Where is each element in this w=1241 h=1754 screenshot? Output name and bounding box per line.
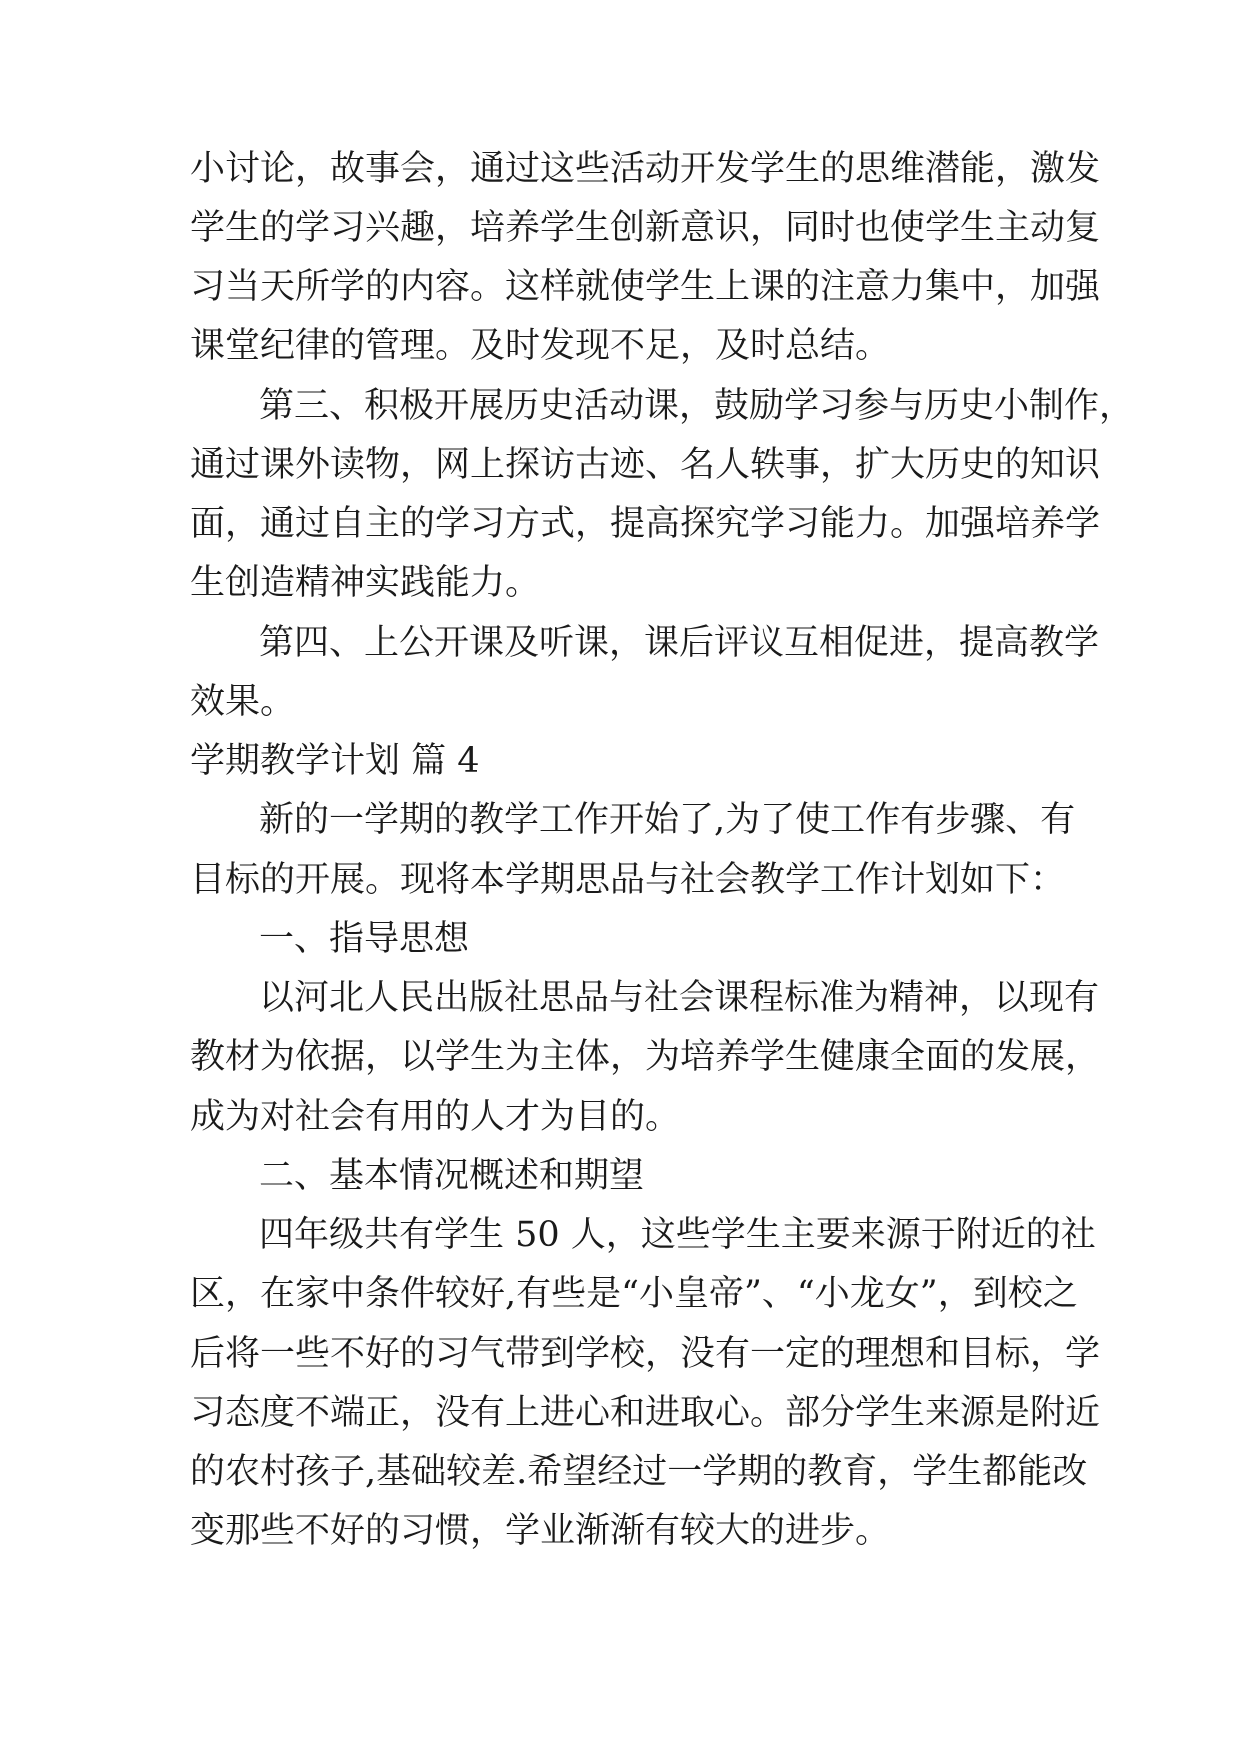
paragraph-line: 面，通过自主的学习方式，提高探究学习能力。加强培养学	[190, 504, 1101, 544]
paragraph-line: 目标的开展。现将本学期思品与社会教学工作计划如下：	[190, 860, 1066, 900]
paragraph-line: 学生的学习兴趣，培养学生创新意识，同时也使学生主动复	[190, 208, 1101, 248]
paragraph-line: 的农村孩子,基础较差.希望经过一学期的教育，学生都能改	[190, 1452, 1088, 1492]
paragraph-line: 变那些不好的习惯，学业渐渐有较大的进步。	[190, 1511, 891, 1551]
paragraph-line: 教材为依据，以学生为主体，为培养学生健康全面的发展，	[190, 1037, 1101, 1077]
paragraph-line: 效果。	[190, 682, 296, 722]
paragraph-line: 以河北人民出版社思品与社会课程标准为精神，以现有	[259, 978, 1100, 1018]
paragraph-line: 成为对社会有用的人才为目的。	[190, 1097, 681, 1137]
subsection-heading: 一、指导思想	[259, 919, 470, 959]
paragraph-line: 四年级共有学生 50 人，这些学生主要来源于附近的社	[259, 1215, 1096, 1255]
paragraph-line: 第四、上公开课及听课，课后评议互相促进，提高教学	[259, 623, 1100, 663]
paragraph-line: 课堂纪律的管理。及时发现不足，及时总结。	[190, 326, 891, 366]
paragraph-line: 习当天所学的内容。这样就使学生上课的注意力集中，加强	[190, 267, 1101, 307]
paragraph-line: 习态度不端正，没有上进心和进取心。部分学生来源是附近	[190, 1393, 1101, 1433]
paragraph-line: 第三、积极开展历史活动课，鼓励学习参与历史小制作，	[259, 386, 1135, 426]
paragraph-line: 新的一学期的教学工作开始了,为了使工作有步骤、有	[259, 800, 1076, 840]
section-heading: 学期教学计划 篇 4	[190, 741, 480, 781]
paragraph-line: 小讨论，故事会，通过这些活动开发学生的思维潜能，激发	[190, 149, 1101, 189]
paragraph-line: 后将一些不好的习气带到学校，没有一定的理想和目标，学	[190, 1334, 1101, 1374]
paragraph-line: 生创造精神实践能力。	[190, 563, 541, 603]
paragraph-line: 通过课外读物，网上探访古迹、名人轶事，扩大历史的知识	[190, 445, 1101, 485]
subsection-heading: 二、基本情况概述和期望	[259, 1156, 645, 1196]
paragraph-line: 区，在家中条件较好,有些是“小皇帝”、“小龙女”，到校之	[190, 1274, 1078, 1314]
